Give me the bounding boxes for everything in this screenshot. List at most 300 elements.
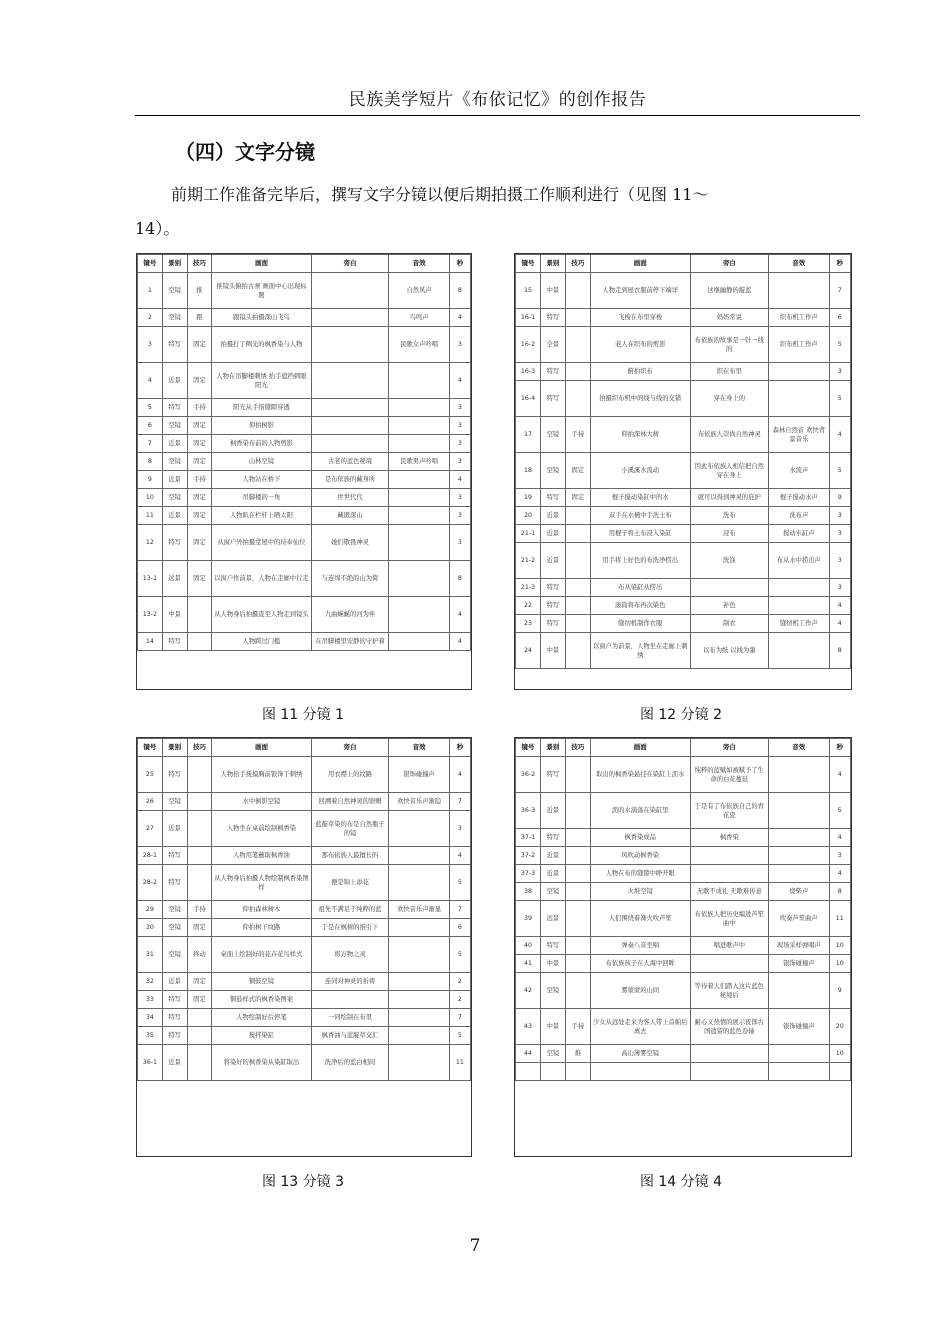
table-cell: 便是锦上添花 bbox=[311, 865, 389, 901]
table-cell: 这继幽静的靛蓝 bbox=[690, 273, 768, 309]
table-cell: 等待着人们踏入这片蓝色秘境后 bbox=[690, 973, 768, 1009]
table-row bbox=[516, 381, 851, 417]
table-cell: 远景 bbox=[162, 561, 187, 597]
table-cell: 人物走到屋衣服前停下端详 bbox=[590, 273, 690, 309]
table-cell bbox=[590, 1063, 690, 1081]
table-row bbox=[516, 901, 851, 937]
table-cell: 43 bbox=[516, 1009, 541, 1045]
table-cell: 老人在织布的剪影 bbox=[590, 327, 690, 363]
table-cell: 近景 bbox=[540, 525, 565, 543]
table-cell: 10 bbox=[138, 489, 163, 507]
table-row bbox=[138, 507, 471, 525]
table-cell: 就可以得到神灵的庇护 bbox=[690, 489, 768, 507]
table-cell: 九曲蜿蜒的河为伴 bbox=[311, 597, 389, 633]
paragraph-line-2: 14）。 bbox=[135, 219, 180, 238]
table-row bbox=[138, 525, 471, 561]
table-row bbox=[516, 883, 851, 901]
table-cell: 一同绘制在布里 bbox=[311, 1009, 389, 1027]
table-cell: 水流声 bbox=[769, 453, 830, 489]
table-cell: 3 bbox=[449, 507, 470, 525]
column-header: 画面 bbox=[590, 255, 690, 273]
table-cell: 4 bbox=[449, 471, 470, 489]
table-cell: 39 bbox=[516, 901, 541, 937]
table-cell: 18 bbox=[516, 453, 541, 489]
table-cell: 特写 bbox=[540, 489, 565, 507]
table-cell: 特写 bbox=[162, 847, 187, 865]
table-cell: 布从染缸从捞出 bbox=[590, 579, 690, 597]
table-cell bbox=[565, 865, 590, 883]
column-header: 镜号 bbox=[138, 255, 163, 273]
table-cell: 5 bbox=[829, 453, 850, 489]
column-header: 音效 bbox=[389, 255, 449, 273]
table-cell: 人物坐在桌前绘制枫香染 bbox=[212, 811, 311, 847]
table-row bbox=[138, 1009, 471, 1027]
table-cell: 6 bbox=[829, 309, 850, 327]
table-row bbox=[516, 955, 851, 973]
table-cell: 34 bbox=[138, 1009, 163, 1027]
table-cell bbox=[389, 399, 449, 417]
column-header: 景别 bbox=[162, 739, 187, 757]
table-cell bbox=[311, 435, 389, 453]
column-header: 景别 bbox=[540, 739, 565, 757]
table-cell: 洗布 bbox=[690, 507, 768, 525]
table-cell: 19 bbox=[516, 489, 541, 507]
table-cell: 拍摄打了侧光的枫香染与人物 bbox=[212, 327, 311, 363]
table-cell: 空镜 bbox=[162, 453, 187, 471]
table-cell bbox=[565, 363, 590, 381]
table-cell bbox=[565, 633, 590, 669]
paragraph-line-1: 前期工作准备完毕后，撰写文字分镜以便后期拍摄工作顺利进行（见图 11～ bbox=[171, 185, 709, 204]
table-cell: 全景 bbox=[540, 327, 565, 363]
table-cell: 36-1 bbox=[138, 1045, 163, 1081]
table-cell: 近景 bbox=[540, 793, 565, 829]
table-row bbox=[516, 1045, 851, 1063]
table-cell: 9 bbox=[829, 489, 850, 507]
table-cell bbox=[769, 1063, 830, 1081]
table-cell: 特写 bbox=[162, 399, 187, 417]
table-cell: 26 bbox=[138, 793, 163, 811]
table-cell: 38 bbox=[516, 883, 541, 901]
table-cell: 以窗户为前景，人物坐在走廊上刺绣 bbox=[590, 633, 690, 669]
figure-caption-3: 图 13 分镜 3 bbox=[261, 1174, 345, 1190]
column-header: 技巧 bbox=[565, 739, 590, 757]
table-cell: 人物跨过门槛 bbox=[212, 633, 311, 651]
table-cell: 32 bbox=[138, 973, 163, 991]
table-cell: 3 bbox=[449, 417, 470, 435]
table-cell: 固定 bbox=[565, 489, 590, 507]
table-row bbox=[516, 865, 851, 883]
column-header: 景别 bbox=[162, 255, 187, 273]
table-cell: 4 bbox=[138, 363, 163, 399]
table-row bbox=[516, 507, 851, 525]
table-cell: 空镜 bbox=[162, 937, 187, 973]
table-cell bbox=[187, 793, 212, 811]
page-header bbox=[135, 85, 860, 116]
table-cell: 37-2 bbox=[516, 847, 541, 865]
table-cell: 固定 bbox=[187, 363, 212, 399]
table-cell: 44 bbox=[516, 1045, 541, 1063]
table-cell: 固定 bbox=[187, 327, 212, 363]
column-header: 音效 bbox=[769, 255, 830, 273]
column-header: 音效 bbox=[769, 739, 830, 757]
table-cell bbox=[389, 507, 449, 525]
table-cell bbox=[187, 1009, 212, 1027]
table-cell: 固定 bbox=[187, 417, 212, 435]
table-row bbox=[516, 309, 851, 327]
table-cell: 棍子搅动染缸中的水 bbox=[590, 489, 690, 507]
table-cell: 4 bbox=[829, 757, 850, 793]
table-cell: 8 bbox=[829, 883, 850, 901]
table-cell bbox=[565, 597, 590, 615]
table-row bbox=[138, 1027, 471, 1045]
table-cell: 1 bbox=[138, 273, 163, 309]
table-cell: 4 bbox=[449, 363, 470, 399]
table-cell: 以布为纸 以线为墨 bbox=[690, 633, 768, 669]
table-cell: 17 bbox=[516, 417, 541, 453]
table-cell bbox=[389, 489, 449, 507]
table-cell bbox=[769, 633, 830, 669]
table-cell: 手持 bbox=[565, 1009, 590, 1045]
table-cell bbox=[187, 847, 212, 865]
table-cell: 固定 bbox=[187, 453, 212, 471]
table-cell: 近景 bbox=[162, 363, 187, 399]
table-cell: 跟 bbox=[187, 309, 212, 327]
column-header: 技巧 bbox=[187, 739, 212, 757]
table-cell: 手持 bbox=[187, 399, 212, 417]
table-cell: 近景 bbox=[162, 507, 187, 525]
column-header: 秒 bbox=[449, 255, 470, 273]
table-row bbox=[138, 435, 471, 453]
table-cell: 37-3 bbox=[516, 865, 541, 883]
table-cell: 推 bbox=[187, 273, 212, 309]
table-cell: 固定 bbox=[187, 973, 212, 991]
table-cell bbox=[769, 597, 830, 615]
table-cell: 14 bbox=[138, 633, 163, 651]
table-cell bbox=[311, 991, 389, 1009]
table-cell bbox=[769, 847, 830, 865]
table-cell bbox=[565, 1063, 590, 1081]
table-cell: 人物站在桥下 bbox=[212, 471, 311, 489]
table-cell: 缝纫机工作声 bbox=[769, 615, 830, 633]
table-cell: 中景 bbox=[540, 955, 565, 973]
table-cell bbox=[690, 847, 768, 865]
storyboard-grid bbox=[515, 254, 851, 669]
table-row bbox=[516, 1063, 851, 1081]
table-row bbox=[138, 309, 471, 327]
table-cell: 洗布声 bbox=[769, 507, 830, 525]
table-cell: 仰拍深林大树 bbox=[590, 417, 690, 453]
table-cell: 特写 bbox=[162, 991, 187, 1009]
table-cell: 16-1 bbox=[516, 309, 541, 327]
table-cell bbox=[690, 579, 768, 597]
table-cell: 11 bbox=[449, 1045, 470, 1081]
table-row bbox=[138, 865, 471, 901]
table-cell: 23 bbox=[516, 615, 541, 633]
table-row bbox=[138, 901, 471, 919]
table-cell: 特写 bbox=[540, 757, 565, 793]
table-cell: 36-2 bbox=[516, 757, 541, 793]
table-cell bbox=[389, 435, 449, 453]
table-cell: 枫香染 bbox=[690, 829, 768, 847]
table-cell: 近景 bbox=[540, 543, 565, 579]
column-header: 秒 bbox=[829, 255, 850, 273]
table-cell bbox=[769, 579, 830, 597]
table-cell: 小溪溪水流动 bbox=[590, 453, 690, 489]
table-cell: 中景 bbox=[540, 273, 565, 309]
table-cell bbox=[829, 1063, 850, 1081]
table-cell: 近景 bbox=[162, 471, 187, 489]
table-cell: 20 bbox=[829, 1009, 850, 1045]
table-row bbox=[138, 489, 471, 507]
table-cell bbox=[540, 1063, 565, 1081]
table-row bbox=[138, 847, 471, 865]
table-row bbox=[516, 793, 851, 829]
table-row bbox=[516, 973, 851, 1009]
table-cell bbox=[389, 633, 449, 651]
table-cell: 6 bbox=[138, 417, 163, 435]
table-cell: 世世代代 bbox=[311, 489, 389, 507]
table-cell: 民歌女声吟唱 bbox=[389, 327, 449, 363]
section-heading: （四）文字分镜 bbox=[175, 140, 315, 164]
table-cell: 将万物之灵 bbox=[311, 937, 389, 973]
table-cell: 风吹动枫香染 bbox=[590, 847, 690, 865]
table-cell: 3 bbox=[829, 507, 850, 525]
table-cell: 枫香染布前的人物剪影 bbox=[212, 435, 311, 453]
table-cell bbox=[389, 847, 449, 865]
table-cell: 自然风声 bbox=[389, 273, 449, 309]
table-cell: 12 bbox=[138, 525, 163, 561]
table-cell: 近景 bbox=[162, 811, 187, 847]
table-cell: 穿在身上的 bbox=[690, 381, 768, 417]
table-cell: 祖先不满足于纯粹的蓝 bbox=[311, 901, 389, 919]
table-cell: 仰拍森林树木 bbox=[212, 901, 311, 919]
table-row bbox=[138, 561, 471, 597]
table-cell: 特写 bbox=[162, 757, 187, 793]
table-cell: 织布机工作声 bbox=[769, 327, 830, 363]
table-cell: 特写 bbox=[540, 381, 565, 417]
table-row bbox=[516, 489, 851, 507]
table-cell: 特写 bbox=[162, 1027, 187, 1045]
table-cell: 2 bbox=[449, 991, 470, 1009]
storyboard-grid bbox=[137, 254, 471, 651]
table-cell bbox=[187, 633, 212, 651]
table-cell: 洗涤 bbox=[690, 543, 768, 579]
table-row bbox=[138, 793, 471, 811]
table-cell bbox=[389, 561, 449, 597]
figure-caption-2: 图 12 分镜 2 bbox=[639, 707, 723, 723]
table-cell bbox=[769, 381, 830, 417]
table-cell: 人物在布的缝隙中睁开眼 bbox=[590, 865, 690, 883]
figure-caption-4: 图 14 分镜 4 bbox=[639, 1174, 723, 1190]
table-cell: 古老的蓝色秘境 bbox=[311, 453, 389, 471]
table-row bbox=[138, 633, 471, 651]
table-cell: 特写 bbox=[540, 363, 565, 381]
table-cell: 她们敬畏神灵 bbox=[311, 525, 389, 561]
table-cell: 无歌不成礼 无歌难传意 bbox=[690, 883, 768, 901]
table-cell: 用手将上好色的布洗净捞出 bbox=[590, 543, 690, 579]
table-cell: 固定 bbox=[187, 525, 212, 561]
column-header: 镜号 bbox=[516, 255, 541, 273]
table-cell bbox=[389, 417, 449, 435]
table-cell: 妈妈常说 bbox=[690, 309, 768, 327]
table-cell: 人物趴在栏杆上晒太阳 bbox=[212, 507, 311, 525]
table-cell: 银饰碰撞声 bbox=[389, 757, 449, 793]
table-cell: 4 bbox=[449, 309, 470, 327]
table-cell: 跟镜头拍摄深山飞鸟 bbox=[212, 309, 311, 327]
table-cell: 近景 bbox=[162, 973, 187, 991]
table-cell bbox=[565, 883, 590, 901]
table-cell: 森林自然音 欢快背景音乐 bbox=[769, 417, 830, 453]
table-cell: 3 bbox=[449, 327, 470, 363]
table-cell: 3 bbox=[449, 811, 470, 847]
storyboard-table-4 bbox=[514, 737, 852, 1157]
table-cell: 3 bbox=[449, 489, 470, 507]
table-cell: 鸟鸣声 bbox=[389, 309, 449, 327]
table-row bbox=[516, 417, 851, 453]
table-row bbox=[516, 633, 851, 669]
table-row bbox=[516, 273, 851, 309]
table-cell: 固定 bbox=[187, 489, 212, 507]
table-cell: 29 bbox=[138, 901, 163, 919]
table-row bbox=[516, 453, 851, 489]
table-cell bbox=[311, 417, 389, 435]
table-cell: 烧柴声 bbox=[769, 883, 830, 901]
table-cell: 21-3 bbox=[516, 579, 541, 597]
table-cell bbox=[311, 363, 389, 399]
table-row bbox=[516, 937, 851, 955]
table-cell: 中景 bbox=[540, 633, 565, 669]
table-cell: 于是在枫树的指引下 bbox=[311, 919, 389, 937]
table-cell bbox=[516, 1063, 541, 1081]
table-cell: 7 bbox=[449, 793, 470, 811]
table-row bbox=[138, 757, 471, 793]
table-cell: 3 bbox=[138, 327, 163, 363]
table-cell: 弹奏八音坐唱 bbox=[590, 937, 690, 955]
table-cell: 固定 bbox=[187, 435, 212, 453]
table-cell: 近景 bbox=[162, 435, 187, 453]
table-row bbox=[138, 363, 471, 399]
storyboard-table-3 bbox=[136, 737, 472, 1157]
table-cell: 空镜 bbox=[162, 489, 187, 507]
table-cell bbox=[389, 919, 449, 937]
table-cell: 固定 bbox=[187, 991, 212, 1009]
table-cell bbox=[311, 327, 389, 363]
table-row bbox=[138, 937, 471, 973]
column-header: 旁白 bbox=[690, 739, 768, 757]
table-cell: 3 bbox=[829, 525, 850, 543]
table-cell: 手持 bbox=[187, 901, 212, 919]
storyboard-grid bbox=[137, 738, 471, 1081]
table-cell: 织在布里 bbox=[690, 363, 768, 381]
column-header: 秒 bbox=[829, 739, 850, 757]
table-cell bbox=[565, 847, 590, 865]
table-cell: 银饰碰撞声 bbox=[769, 955, 830, 973]
table-cell: 3 bbox=[449, 453, 470, 471]
header-title: 民族美学短片《布依记忆》的创作报告 bbox=[348, 90, 647, 110]
table-cell: 近景 bbox=[540, 507, 565, 525]
table-cell: 4 bbox=[829, 865, 850, 883]
table-cell: 13-1 bbox=[138, 561, 163, 597]
storyboard-grid bbox=[515, 738, 851, 1081]
column-header: 旁白 bbox=[311, 739, 389, 757]
table-cell: 40 bbox=[516, 937, 541, 955]
table-cell: 4 bbox=[449, 757, 470, 793]
table-cell: 22 bbox=[516, 597, 541, 615]
table-cell bbox=[769, 973, 830, 1009]
table-cell: 特写 bbox=[162, 327, 187, 363]
table-cell: 42 bbox=[516, 973, 541, 1009]
storyboard-table-1 bbox=[136, 253, 472, 690]
table-cell bbox=[389, 973, 449, 991]
table-row bbox=[138, 919, 471, 937]
table-cell: 空镜 bbox=[540, 973, 565, 1009]
table-cell: 16-3 bbox=[516, 363, 541, 381]
table-cell: 飞梭在布里穿梭 bbox=[590, 309, 690, 327]
table-row bbox=[516, 543, 851, 579]
table-cell: 37-1 bbox=[516, 829, 541, 847]
table-cell: 双手在水桶中手洗土布 bbox=[590, 507, 690, 525]
storyboard-table-2 bbox=[514, 253, 852, 690]
table-cell: 5 bbox=[829, 327, 850, 363]
table-row bbox=[516, 363, 851, 381]
table-cell bbox=[389, 991, 449, 1009]
body-paragraph bbox=[135, 178, 855, 246]
table-cell: 3 bbox=[829, 847, 850, 865]
table-cell: 唱进歌声中 bbox=[690, 937, 768, 955]
table-cell: 28-1 bbox=[138, 847, 163, 865]
table-cell: 特写 bbox=[162, 633, 187, 651]
table-cell: 33 bbox=[138, 991, 163, 1009]
table-cell: 是布依族的藏身所 bbox=[311, 471, 389, 489]
table-cell bbox=[565, 757, 590, 793]
column-header: 景别 bbox=[540, 255, 565, 273]
table-cell: 特写 bbox=[540, 579, 565, 597]
table-row bbox=[138, 399, 471, 417]
table-cell: 回溯着自然神灵的馈赠 bbox=[311, 793, 389, 811]
table-cell: 布从水中捞出声 bbox=[769, 543, 830, 579]
table-cell: 雾蒙蒙的山间 bbox=[590, 973, 690, 1009]
table-cell: 21-1 bbox=[516, 525, 541, 543]
table-cell bbox=[389, 1009, 449, 1027]
table-cell: 空镜 bbox=[162, 919, 187, 937]
table-cell: 4 bbox=[829, 615, 850, 633]
table-cell: 3 bbox=[829, 543, 850, 579]
table-cell: 连同对神灵的祈祷 bbox=[311, 973, 389, 991]
table-cell bbox=[769, 1045, 830, 1063]
table-cell: 手持 bbox=[187, 471, 212, 489]
table-cell bbox=[565, 507, 590, 525]
table-cell: 11 bbox=[138, 507, 163, 525]
table-cell: 10 bbox=[829, 1045, 850, 1063]
table-cell bbox=[565, 309, 590, 327]
table-cell: 纯粹的蓝赋如被赋予了生命的白花蔓延 bbox=[690, 757, 768, 793]
table-cell: 特写 bbox=[540, 597, 565, 615]
table-cell: 山林空镜 bbox=[212, 453, 311, 471]
table-row bbox=[138, 597, 471, 633]
column-header: 画面 bbox=[212, 255, 311, 273]
table-cell: 沥的水滴落在染缸里 bbox=[590, 793, 690, 829]
table-cell: 于是有了布依族自己的青花瓷 bbox=[690, 793, 768, 829]
table-cell bbox=[311, 399, 389, 417]
table-cell: 中景 bbox=[162, 597, 187, 633]
table-cell bbox=[690, 865, 768, 883]
table-cell: 8 bbox=[449, 561, 470, 597]
table-cell: 从窗户外拍摄堂屋中的侍奉仙位 bbox=[212, 525, 311, 561]
table-row bbox=[516, 1009, 851, 1045]
table-cell bbox=[565, 381, 590, 417]
table-cell: 推 bbox=[565, 1045, 590, 1063]
table-cell: 拍摄织布机中的线与线的交错 bbox=[590, 381, 690, 417]
